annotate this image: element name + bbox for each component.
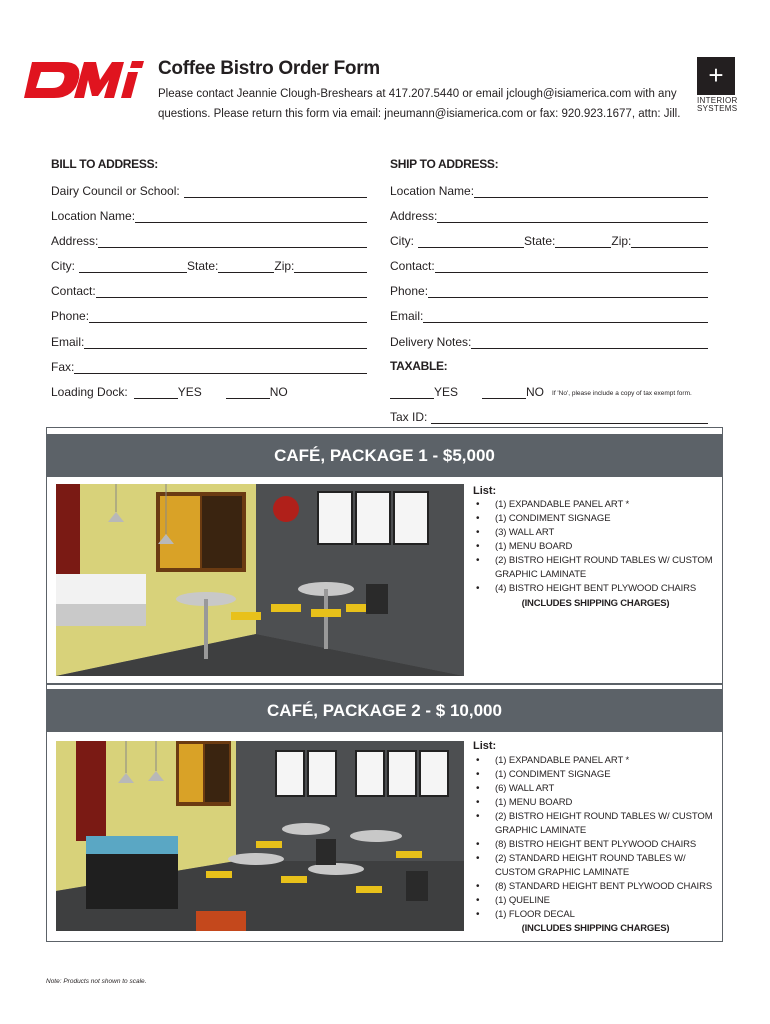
bill-city-field[interactable] xyxy=(79,259,187,273)
dmi-logo xyxy=(24,58,146,102)
ship-address-field[interactable] xyxy=(437,209,708,223)
bill-address-row xyxy=(51,232,367,248)
ship-zip-field[interactable] xyxy=(631,234,708,248)
ship-contact-field[interactable] xyxy=(435,259,708,273)
tax-id-field[interactable] xyxy=(431,410,708,424)
scale-footnote: Note: Products not shown to scale. xyxy=(46,978,147,985)
package-2-items xyxy=(476,754,721,922)
package-1-list-title: List: xyxy=(473,485,497,497)
ship-address-row xyxy=(390,207,708,223)
taxable-yes-field[interactable] xyxy=(390,385,434,399)
loading-dock-row xyxy=(51,383,367,399)
form-title: Coffee Bistro Order Form xyxy=(158,58,380,79)
list-item: • (1) EXPANDABLE PANEL ART * xyxy=(476,754,721,768)
ship-location-label: Location Name: xyxy=(390,184,475,198)
badge-line-1: INTERIOR xyxy=(697,96,738,105)
loading-dock-no-field[interactable] xyxy=(226,385,270,399)
package-2-title: CAFÉ, PACKAGE 2 - $ 10,000 xyxy=(46,689,723,732)
intro-line-2: questions. Please return this form via email: jneumann@isiamerica.com or fax: 920.923.1677, attn: Jill. xyxy=(158,108,681,120)
ship-city-field[interactable] xyxy=(418,234,524,248)
bill-contact-label: Contact: xyxy=(51,284,96,298)
bill-location-field[interactable] xyxy=(135,209,367,223)
list-item: • (1) FLOOR DECAL xyxy=(476,908,721,922)
ship-phone-field[interactable] xyxy=(428,284,708,298)
ship-state-field[interactable] xyxy=(555,234,611,248)
list-item: • (2) BISTRO HEIGHT ROUND TABLES W/ CUSTOM GRAPHIC LAMINATE xyxy=(476,554,721,582)
ship-location-row xyxy=(390,182,708,198)
list-item: • (8) STANDARD HEIGHT BENT PLYWOOD CHAIRS xyxy=(476,880,721,894)
bill-zip-field[interactable] xyxy=(294,259,367,273)
taxable-row xyxy=(390,383,720,399)
interior-systems-badge: + xyxy=(697,57,735,95)
ship-city-label: City: xyxy=(390,234,414,248)
bill-location-row xyxy=(51,207,367,223)
ship-email-label: Email: xyxy=(390,309,424,323)
taxable-heading: TAXABLE: xyxy=(390,359,448,373)
bill-email-field[interactable] xyxy=(84,335,367,349)
ship-location-field[interactable] xyxy=(474,184,708,198)
loading-dock-yes-field[interactable] xyxy=(134,385,178,399)
ship-email-row xyxy=(390,307,708,323)
intro-line-1: Please contact Jeannie Clough-Breshears at 417.207.5440 or email jclough@isiamerica.com with any xyxy=(158,88,677,100)
bill-email-label: Email: xyxy=(51,335,85,349)
ship-contact-label: Contact: xyxy=(390,259,435,273)
taxable-no-field[interactable] xyxy=(482,385,526,399)
bill-to-heading: BILL TO ADDRESS: xyxy=(51,157,158,171)
bill-state-field[interactable] xyxy=(218,259,274,273)
bill-contact-field[interactable] xyxy=(96,284,367,298)
ship-city-row xyxy=(390,232,708,248)
loading-dock-label: Loading Dock: xyxy=(51,385,128,399)
ship-address-label: Address: xyxy=(390,209,438,223)
contact-instructions xyxy=(158,84,688,124)
list-item: • (1) EXPANDABLE PANEL ART * xyxy=(476,498,721,512)
bill-contact-row xyxy=(51,282,367,298)
loading-dock-yes-label: YES xyxy=(177,385,202,399)
ship-contact-row xyxy=(390,257,708,273)
bill-school-label: Dairy Council or School: xyxy=(51,184,180,198)
list-item: • (1) QUELINE xyxy=(476,894,721,908)
list-item: • (2) STANDARD HEIGHT ROUND TABLES W/ CUSTOM GRAPHIC LAMINATE xyxy=(476,852,721,880)
list-item: • (6) WALL ART xyxy=(476,782,721,796)
package-1-shipping-note: (INCLUDES SHIPPING CHARGES) xyxy=(521,598,670,609)
bill-location-label: Location Name: xyxy=(51,209,136,223)
taxable-no-label: NO xyxy=(526,385,545,399)
ship-phone-label: Phone: xyxy=(390,284,429,298)
bill-city-label: City: xyxy=(51,259,75,273)
ship-state-label: State: xyxy=(524,234,556,248)
package-2-shipping-note: (INCLUDES SHIPPING CHARGES) xyxy=(521,923,670,934)
interior-systems-label xyxy=(697,97,737,113)
tax-id-row xyxy=(390,408,708,424)
list-item: • (1) CONDIMENT SIGNAGE xyxy=(476,512,721,526)
package-1-rendering xyxy=(56,484,464,676)
bill-city-row xyxy=(51,257,367,273)
bill-email-row xyxy=(51,333,367,349)
bill-zip-label: Zip: xyxy=(274,259,295,273)
ship-zip-label: Zip: xyxy=(611,234,632,248)
list-item: • (1) CONDIMENT SIGNAGE xyxy=(476,768,721,782)
delivery-notes-field[interactable] xyxy=(471,335,708,349)
bill-phone-field[interactable] xyxy=(89,309,367,323)
package-2-rendering xyxy=(56,741,464,931)
bill-fax-label: Fax: xyxy=(51,360,75,374)
bill-address-field[interactable] xyxy=(98,234,367,248)
list-item: • (1) MENU BOARD xyxy=(476,540,721,554)
delivery-notes-label: Delivery Notes: xyxy=(390,335,472,349)
ship-to-heading: SHIP TO ADDRESS: xyxy=(390,157,499,171)
bill-school-row xyxy=(51,182,367,198)
package-1-title: CAFÉ, PACKAGE 1 - $5,000 xyxy=(46,434,723,477)
ship-email-field[interactable] xyxy=(423,309,708,323)
bill-fax-field[interactable] xyxy=(74,360,367,374)
list-item: • (1) MENU BOARD xyxy=(476,796,721,810)
bill-state-label: State: xyxy=(187,259,219,273)
bill-phone-row xyxy=(51,307,367,323)
bill-phone-label: Phone: xyxy=(51,309,90,323)
loading-dock-no-label: NO xyxy=(269,385,288,399)
delivery-notes-row xyxy=(390,333,708,349)
taxable-yes-label: YES xyxy=(434,385,459,399)
package-2-list-title: List: xyxy=(473,740,497,752)
list-item: • (4) BISTRO HEIGHT BENT PLYWOOD CHAIRS xyxy=(476,582,721,596)
bill-address-label: Address: xyxy=(51,234,99,248)
package-1-items xyxy=(476,498,721,596)
tax-exempt-note: If 'No', please include a copy of tax exempt form. xyxy=(552,390,692,397)
list-item: • (8) BISTRO HEIGHT BENT PLYWOOD CHAIRS xyxy=(476,838,721,852)
badge-line-2: SYSTEMS xyxy=(697,104,738,113)
list-item: • (2) BISTRO HEIGHT ROUND TABLES W/ CUSTOM GRAPHIC LAMINATE xyxy=(476,810,721,838)
list-item: • (3) WALL ART xyxy=(476,526,721,540)
bill-fax-row xyxy=(51,358,367,374)
tax-id-label: Tax ID: xyxy=(390,410,428,424)
bill-school-field[interactable] xyxy=(184,184,367,198)
ship-phone-row xyxy=(390,282,708,298)
